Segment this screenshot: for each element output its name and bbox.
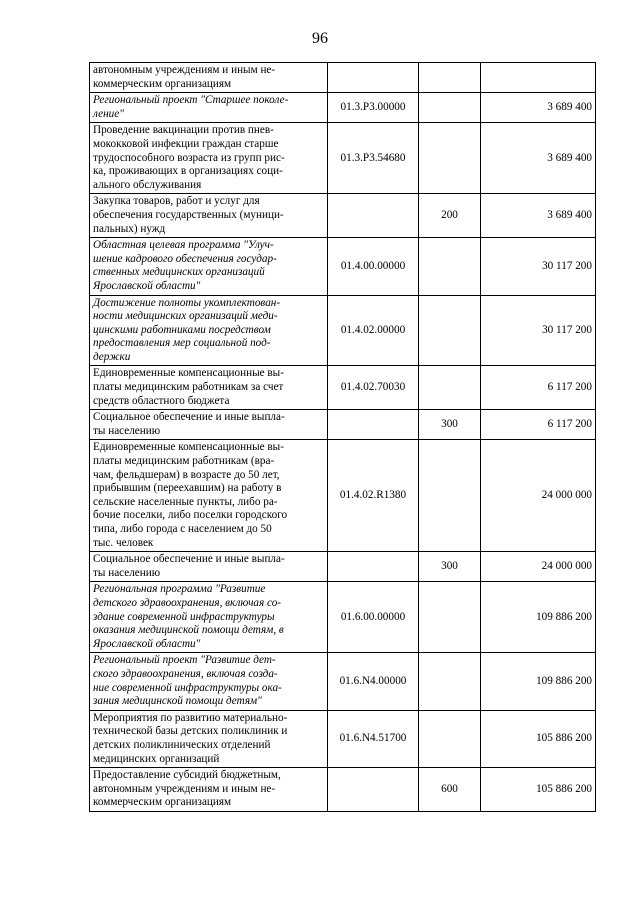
target-code-cell: 01.6.N4.51700 [328, 710, 419, 767]
expense-type-cell [419, 63, 481, 93]
item-name-line: детских поликлинических отделений [93, 738, 271, 751]
item-name-line: пальных) нужд [93, 222, 166, 235]
item-name-line: сельские населенные пункты, либо ра- [93, 495, 278, 508]
item-name-cell [90, 768, 328, 812]
item-name-line: мококковой инфекции граждан старше [93, 137, 279, 150]
item-name-cell [90, 194, 328, 238]
target-code-cell: 01.6.00.00000 [328, 582, 419, 653]
table-row [90, 194, 596, 238]
item-name-line: ты населению [93, 424, 161, 437]
expense-type-cell [419, 93, 481, 123]
target-code-cell [328, 410, 419, 440]
item-name-line: ственных медицинских организаций [93, 266, 265, 279]
table-row [90, 552, 596, 582]
table-row [90, 295, 596, 366]
item-name-cell [90, 238, 328, 295]
item-name-line: автономным учреждениям и иным не- [93, 64, 276, 76]
item-name-line: здание современной инфраструктуры [93, 610, 275, 623]
item-name-line: прибывшим (переехавшим) на работу в [93, 482, 282, 495]
item-name-line: Региональный проект "Развитие дет- [93, 654, 276, 667]
item-name-line: Ярославской области" [93, 637, 201, 650]
expense-type-cell [419, 710, 481, 767]
target-code-cell: 01.4.02.70030 [328, 366, 419, 410]
table-row [90, 653, 596, 710]
item-name-cell [90, 366, 328, 410]
item-name-cell [90, 582, 328, 653]
page-number: 96 [312, 30, 328, 47]
item-name-line: чам, фельдшерам) в возрасте до 50 лет, [93, 468, 280, 481]
item-name-line: оказания медицинской помощи детям, в [93, 624, 284, 637]
item-name-line: обеспечения государственных (муници- [93, 208, 284, 221]
item-name-line: Достижение полноты укомплектован- [93, 296, 281, 309]
expense-type-cell: 600 [419, 768, 481, 812]
table-row [90, 582, 596, 653]
item-name-line: Региональный проект "Старшее поколе- [93, 94, 289, 107]
target-code-cell [328, 63, 419, 93]
item-name-cell [90, 552, 328, 582]
item-name-line: Единовременные компенсационные вы- [93, 441, 284, 454]
amount-cell: 109 886 200 [481, 582, 596, 653]
table-row [90, 768, 596, 812]
target-code-cell: 01.3.P3.00000 [328, 93, 419, 123]
item-name-line: типа, либо города с населением до 50 [93, 523, 272, 535]
item-name-line: автономным учреждениям и иным не- [93, 782, 276, 795]
item-name-line: медицинских организаций [93, 752, 220, 765]
item-name-line: ление" [93, 107, 124, 120]
item-name-line: держки [93, 350, 131, 363]
target-code-cell: 01.3.P3.54680 [328, 123, 419, 194]
amount-cell: 30 117 200 [481, 238, 596, 295]
amount-cell: 3 689 400 [481, 194, 596, 238]
expense-type-cell [419, 440, 481, 552]
item-name-line: Проведение вакцинации против пнев- [93, 124, 274, 137]
amount-cell: 105 886 200 [481, 768, 596, 812]
item-name-cell [90, 440, 328, 552]
item-name-line: платы медицинским работникам за счет [93, 381, 284, 394]
item-name-line: Предоставление субсидий бюджетным, [93, 769, 281, 782]
target-code-cell: 01.4.02.R1380 [328, 440, 419, 552]
item-name-line: цинскими работниками посредством [93, 323, 271, 336]
expense-type-cell [419, 582, 481, 653]
table-row [90, 123, 596, 194]
item-name-cell [90, 93, 328, 123]
item-name-line: детского здравоохранения, включая со- [93, 596, 282, 609]
item-name-line: технической базы детских поликлиник и [93, 725, 288, 738]
amount-cell: 24 000 000 [481, 552, 596, 582]
item-name-line: средств областного бюджета [93, 394, 230, 407]
amount-cell: 109 886 200 [481, 653, 596, 710]
budget-table-body [90, 63, 596, 812]
table-row [90, 366, 596, 410]
expense-type-cell: 300 [419, 410, 481, 440]
item-name-line: ка, проживающих в организациях соци- [93, 165, 283, 178]
expense-type-cell [419, 295, 481, 366]
expense-type-cell: 200 [419, 194, 481, 238]
item-name-line: Областная целевая программа "Улуч- [93, 239, 274, 252]
item-name-line: трудоспособного возраста из групп рис- [93, 151, 285, 164]
target-code-cell: 01.6.N4.00000 [328, 653, 419, 710]
amount-cell: 3 689 400 [481, 93, 596, 123]
expense-type-cell [419, 366, 481, 410]
item-name-line: Мероприятия по развитию материально- [93, 711, 288, 724]
item-name-line: Единовременные компенсационные вы- [93, 367, 284, 380]
item-name-line: зания медицинской помощи детям" [93, 695, 262, 708]
item-name-line: ского здравоохранения, включая созда- [93, 667, 278, 680]
item-name-cell [90, 63, 328, 93]
budget-table [89, 62, 596, 812]
expense-type-cell [419, 123, 481, 194]
table-row [90, 93, 596, 123]
item-name-cell [90, 710, 328, 767]
item-name-cell [90, 295, 328, 366]
table-row [90, 410, 596, 440]
item-name-line: предоставления мер социальной под- [93, 337, 271, 350]
item-name-line: ты населению [93, 566, 161, 579]
expense-type-cell [419, 238, 481, 295]
item-name-line: ности медицинских организаций меди- [93, 310, 278, 323]
target-code-cell [328, 768, 419, 812]
table-row [90, 710, 596, 767]
item-name-line: коммерческим организациям [93, 796, 232, 809]
item-name-line: коммерческим организациям [93, 77, 232, 90]
expense-type-cell [419, 653, 481, 710]
amount-cell: 6 117 200 [481, 366, 596, 410]
table-row [90, 440, 596, 552]
target-code-cell: 01.4.00.00000 [328, 238, 419, 295]
item-name-line: Социальное обеспечение и иные выпла- [93, 411, 285, 424]
item-name-cell [90, 410, 328, 440]
item-name-line: Региональная программа "Развитие [93, 583, 266, 596]
item-name-line: платы медицинским работникам (вра- [93, 455, 275, 468]
expense-type-cell: 300 [419, 552, 481, 582]
item-name-line: бочие поселки, либо поселки городского [93, 509, 288, 522]
amount-cell: 24 000 000 [481, 440, 596, 552]
target-code-cell [328, 552, 419, 582]
table-row [90, 238, 596, 295]
item-name-line: Социальное обеспечение и иные выпла- [93, 553, 285, 566]
amount-cell [481, 63, 596, 93]
table-row [90, 63, 596, 93]
amount-cell: 3 689 400 [481, 123, 596, 194]
item-name-line: тыс. человек [93, 536, 154, 549]
item-name-line: ального обслуживания [93, 178, 202, 191]
item-name-line: шение кадрового обеспечения государ- [93, 252, 277, 265]
item-name-cell [90, 653, 328, 710]
target-code-cell: 01.4.02.00000 [328, 295, 419, 366]
item-name-line: ние современной инфраструктуры ока- [93, 681, 282, 694]
amount-cell: 30 117 200 [481, 295, 596, 366]
target-code-cell [328, 194, 419, 238]
item-name-cell [90, 123, 328, 194]
amount-cell: 105 886 200 [481, 710, 596, 767]
amount-cell: 6 117 200 [481, 410, 596, 440]
item-name-line: Закупка товаров, работ и услуг для [93, 195, 260, 208]
item-name-line: Ярославской области" [93, 279, 201, 292]
